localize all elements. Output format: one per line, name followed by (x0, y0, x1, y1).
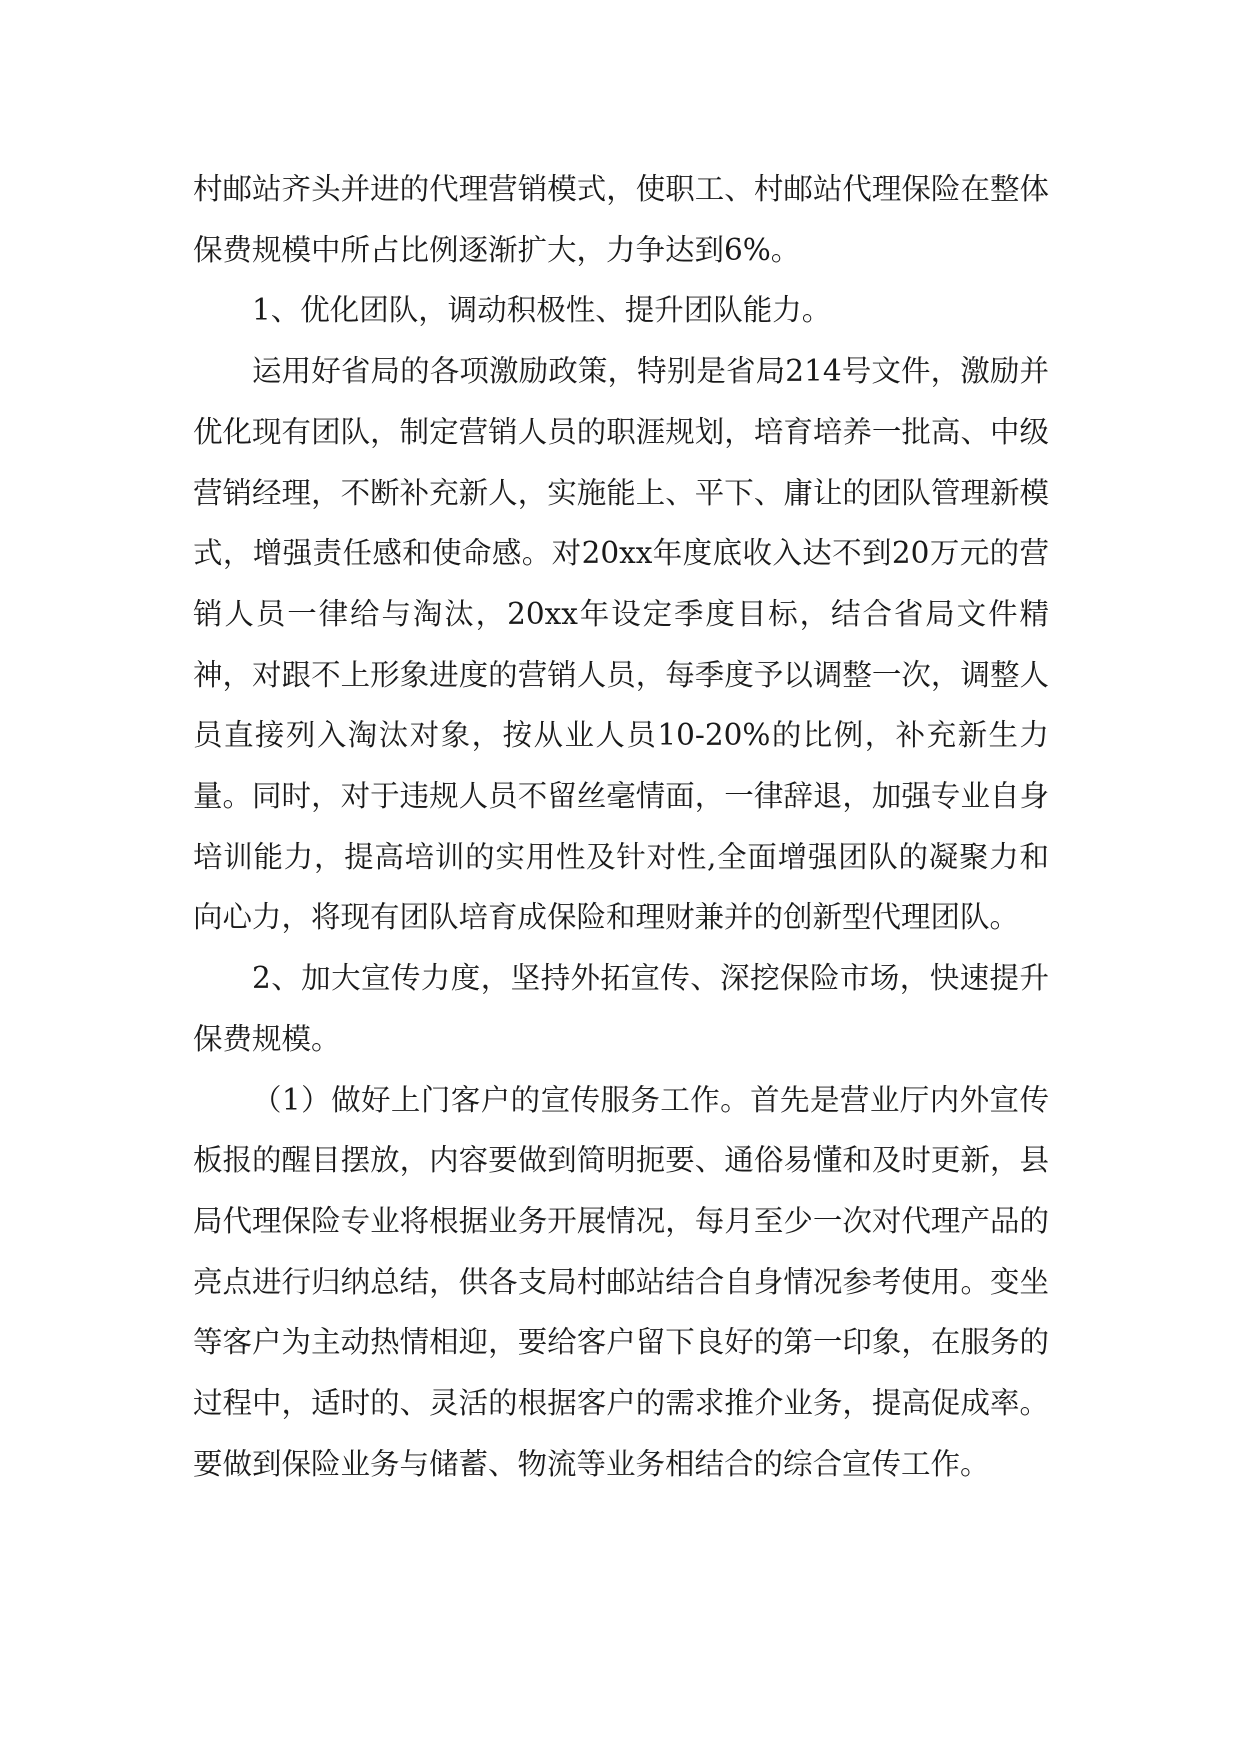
document-body (193, 159, 1049, 1494)
paragraph-door-customers: （1）做好上门客户的宣传服务工作。首先是营业厅内外宣传板报的醒目摆放，内容要做到简明扼要、通俗易懂和及时更新，县局代理保险专业将根据业务开展情况，每月至少一次对代理产品的亮点进行归纳总结，供各支局村邮站结合自身情况参考使用。变坐等客户为主动热情相迎，要给客户留下良好的第一印象，在服务的过程中，适时的、灵活的根据客户的需求推介业务，提高促成率。要做到保险业务与储蓄、物流等业务相结合的综合宣传工作。 (193, 1082, 1049, 1481)
heading-optimize-team: 1、优化团队，调动积极性、提升团队能力。 (252, 293, 832, 328)
heading-increase-publicity: 2、加大宣传力度，坚持外拓宣传、深挖保险市场，快速提升保费规模。 (193, 961, 1049, 1056)
paragraph-incentive-policy: 运用好省局的各项激励政策，特别是省局214号文件，激励并优化现有团队，制定营销人员的职涯规划，培育培养一批高、中级营销经理，不断补充新人，实施能上、平下、庸让的团队管理新模式，增强责任感和使命感。对20xx年度底收入达不到20万元的营销人员一律给与淘汰，20xx年设定季度目标，结合省局文件精神，对跟不上形象进度的营销人员，每季度予以调整一次，调整人员直接列入淘汰对象，按从业人员10-20%的比例，补充新生力量。同时，对于违规人员不留丝毫情面，一律辞退，加强专业自身培训能力，提高培训的实用性及针对性,全面增强团队的凝聚力和向心力，将现有团队培育成保险和理财兼并的创新型代理团队。 (193, 354, 1049, 935)
paragraph-continuation: 村邮站齐头并进的代理营销模式，使职工、村邮站代理保险在整体保费规模中所占比例逐渐扩大，力争达到6%。 (193, 172, 1049, 267)
